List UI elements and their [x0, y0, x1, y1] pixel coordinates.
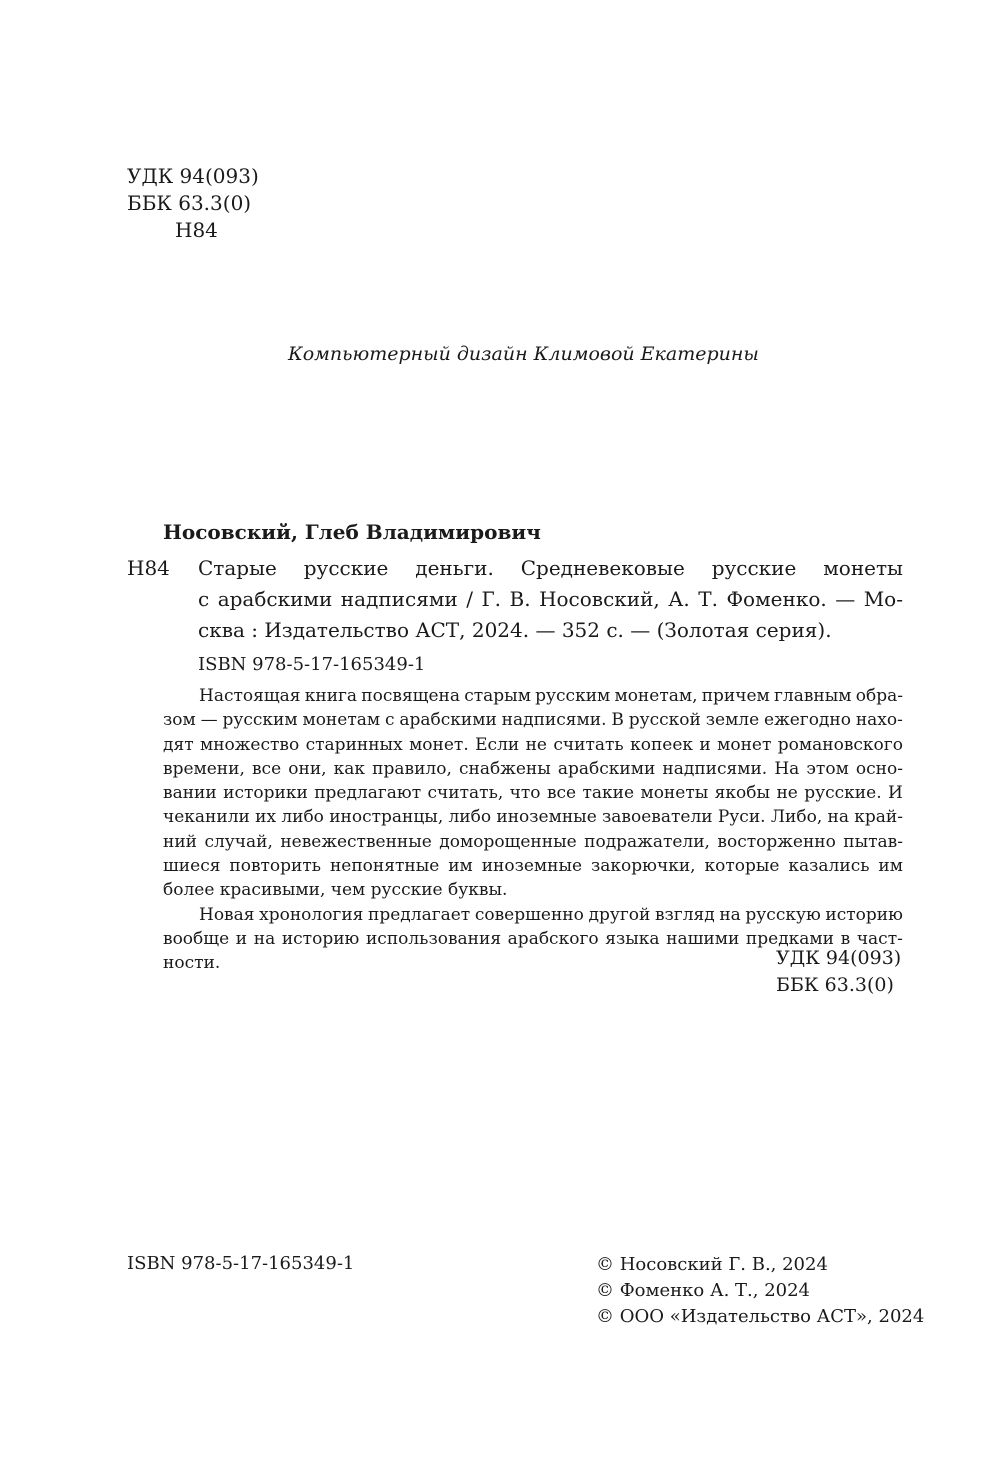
- word: их: [255, 807, 277, 828]
- word: не: [776, 783, 798, 804]
- word: осно-: [855, 758, 903, 779]
- author-heading: Носовский, Глеб Владимирович: [163, 520, 541, 544]
- copyright-line: © ООО «Издательство АСТ», 2024: [596, 1306, 925, 1327]
- word: В.: [509, 587, 531, 611]
- word: невежественные: [280, 831, 432, 852]
- word: им: [448, 856, 473, 877]
- word: этом: [806, 758, 849, 779]
- word: Т.: [698, 587, 718, 611]
- text-line: [198, 615, 903, 646]
- word: русской: [628, 710, 701, 731]
- word: —: [835, 587, 856, 611]
- word: монет: [717, 734, 772, 755]
- word: арабскими: [217, 587, 333, 611]
- word: чеканили: [163, 807, 250, 828]
- word: главным: [774, 686, 852, 706]
- word: иноземные: [481, 856, 583, 877]
- word: такие: [582, 783, 635, 804]
- word: иноземные: [496, 807, 597, 828]
- bbk-code-bottom: ББК 63.3(0): [776, 974, 894, 996]
- udk-code-bottom: УДК 94(093): [776, 947, 902, 969]
- word: старым: [464, 686, 531, 706]
- word: и: [699, 734, 711, 755]
- word: с: [198, 587, 210, 611]
- word: Старые: [198, 556, 277, 580]
- word: надписями.: [501, 710, 607, 731]
- word: считать,: [427, 783, 504, 804]
- word: закорючки,: [591, 856, 696, 877]
- word: част-: [856, 928, 903, 949]
- word: монетам: [302, 710, 381, 731]
- word: историки: [223, 783, 308, 804]
- word: пытав-: [843, 831, 903, 852]
- word: надписями.: [662, 758, 768, 779]
- classification-codes-top: [127, 163, 259, 244]
- word: которые: [704, 856, 780, 877]
- word: якобы: [714, 783, 771, 804]
- word: Если: [475, 734, 520, 755]
- isbn-inline: ISBN 978-5-17-165349-1: [198, 654, 426, 675]
- word: Фоменко.: [726, 587, 827, 611]
- word: на: [719, 904, 741, 925]
- word: хронология: [259, 904, 364, 925]
- word: Г.: [481, 587, 502, 611]
- word: предлагает: [368, 904, 471, 925]
- text-line: [198, 553, 903, 584]
- annotation: [163, 684, 903, 976]
- word: языка: [605, 928, 660, 949]
- text-line: [163, 805, 903, 829]
- word: либо: [448, 807, 492, 828]
- word: случай,: [204, 831, 273, 852]
- word: Новая: [199, 904, 255, 925]
- text-line: [163, 854, 903, 878]
- text-line: [198, 584, 903, 615]
- word: множество: [200, 734, 300, 755]
- word: арабского: [507, 928, 599, 949]
- word: в: [840, 928, 851, 949]
- word: вообще: [163, 928, 230, 949]
- classification-codes-bottom: [776, 945, 901, 999]
- word: правило,: [372, 758, 452, 779]
- word: доморощенные: [439, 831, 577, 852]
- word: русские: [711, 556, 797, 580]
- copyright-line: © Фоменко А. Т., 2024: [596, 1280, 811, 1301]
- word: Носовский,: [539, 587, 660, 611]
- word: А.: [668, 587, 690, 611]
- word: дят: [163, 734, 194, 755]
- word: завоеватели: [602, 807, 713, 828]
- word: совершенно: [474, 904, 584, 925]
- bbk-code: ББК 63.3(0): [127, 191, 252, 215]
- word: вании: [163, 783, 217, 804]
- text-line: [163, 684, 903, 708]
- word: Средневековые: [520, 556, 685, 580]
- author-mark: Н84: [175, 218, 218, 242]
- word: повторить: [229, 856, 322, 877]
- word: копеек: [630, 734, 694, 755]
- word: русским: [535, 686, 611, 706]
- word: обра-: [855, 686, 903, 706]
- word: монет.: [409, 734, 469, 755]
- word: надписями: [340, 587, 458, 611]
- word: на: [827, 807, 849, 828]
- word: считать: [553, 734, 624, 755]
- word: нашими: [666, 928, 740, 949]
- word: снабжены: [458, 758, 551, 779]
- word: монеты: [823, 556, 903, 580]
- word: книга: [304, 686, 358, 706]
- word: русские.: [804, 783, 882, 804]
- word: либо: [281, 807, 324, 828]
- word: Мо-: [863, 587, 903, 611]
- word: причем: [701, 686, 770, 706]
- word: иностранцы,: [329, 807, 444, 828]
- word: На: [774, 758, 800, 779]
- word: русскую: [745, 904, 821, 925]
- word: шиеся: [163, 856, 221, 877]
- word: подражатели,: [584, 831, 710, 852]
- word: старинных: [305, 734, 403, 755]
- word: взгляд: [654, 904, 715, 925]
- text-line: [163, 878, 903, 902]
- word: использования: [365, 928, 502, 949]
- word: историю: [825, 904, 903, 925]
- word: земле: [705, 710, 760, 731]
- word: В: [611, 710, 624, 731]
- word: монеты: [640, 783, 709, 804]
- word: русским: [222, 710, 298, 731]
- word: —: [200, 710, 218, 731]
- word: арабскими: [557, 758, 656, 779]
- design-credit: Компьютерный дизайн Климовой Екатерины: [288, 343, 759, 365]
- text-line: [163, 708, 903, 732]
- word: историю: [281, 928, 360, 949]
- text-line: [163, 781, 903, 805]
- word: посвящена: [361, 686, 460, 706]
- udk-code: УДК 94(093): [127, 164, 259, 188]
- word: они,: [288, 758, 327, 779]
- word: все: [546, 783, 577, 804]
- word: романовского: [777, 734, 903, 755]
- copyright-line: © Носовский Г. В., 2024: [596, 1254, 828, 1275]
- word: Либо,: [770, 807, 823, 828]
- entry-description: [198, 553, 903, 646]
- word: ности.: [163, 953, 221, 974]
- word: Настоящая: [199, 686, 301, 706]
- entry-author-mark: Н84: [127, 556, 170, 580]
- word: все: [251, 758, 282, 779]
- word: край-: [854, 807, 903, 828]
- word: другой: [588, 904, 651, 925]
- text-line: [163, 757, 903, 781]
- word: арабскими: [399, 710, 497, 731]
- word: деньги.: [415, 556, 494, 580]
- footer-isbn: ISBN 978-5-17-165349-1: [127, 1253, 355, 1274]
- word: сква : Издательство АСТ, 2024. — 352 с. — (Золотая серия).: [198, 618, 832, 642]
- word: ний: [163, 831, 197, 852]
- word: что: [509, 783, 541, 804]
- word: казались: [788, 856, 870, 877]
- word: Руси.: [717, 807, 766, 828]
- word: русские: [303, 556, 389, 580]
- word: более красивыми, чем русские буквы.: [163, 880, 508, 901]
- text-line: [163, 830, 903, 854]
- text-line: [163, 903, 903, 927]
- word: зом: [163, 710, 196, 731]
- word: предлагают: [314, 783, 422, 804]
- word: им: [878, 856, 903, 877]
- word: восторженно: [717, 831, 836, 852]
- copyright-notices: [596, 1252, 924, 1330]
- word: на: [253, 928, 276, 949]
- word: не: [525, 734, 547, 755]
- word: непонятные: [329, 856, 440, 877]
- word: /: [466, 587, 473, 611]
- word: нахо-: [855, 710, 903, 731]
- word: и: [235, 928, 248, 949]
- bibliographic-entry: [127, 553, 903, 646]
- text-line: [163, 733, 903, 757]
- word: предками: [745, 928, 834, 949]
- word: И: [888, 783, 903, 804]
- word: монетам,: [614, 686, 698, 706]
- word: ежегодно: [764, 710, 851, 731]
- word: как: [333, 758, 366, 779]
- word: с: [384, 710, 395, 731]
- word: времени,: [163, 758, 245, 779]
